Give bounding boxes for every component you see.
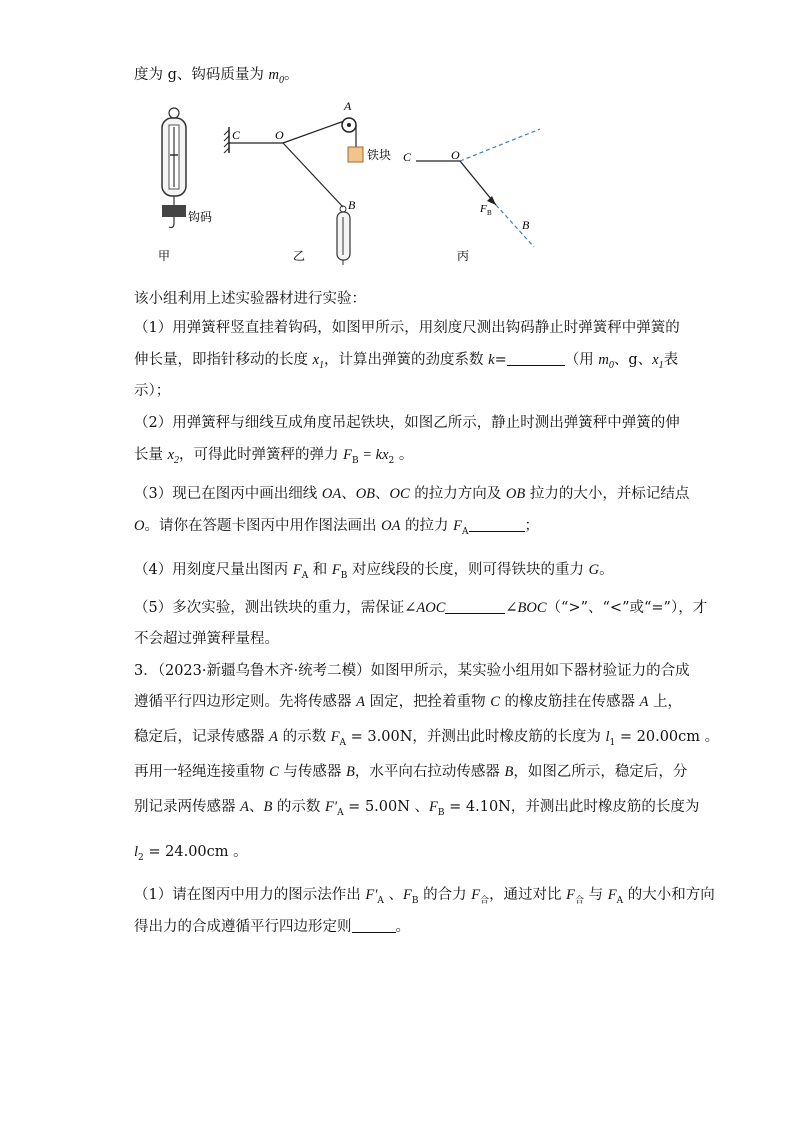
text: 。	[599, 562, 614, 578]
fa-prime-value: = 5.00N	[343, 799, 410, 815]
q3-line5	[134, 797, 699, 823]
text: 的橡皮筋挂在传感器	[499, 694, 640, 710]
fa-sub: A	[301, 570, 309, 581]
sensor-a: A	[356, 694, 365, 710]
text: ∠	[505, 600, 518, 616]
q3-line2	[134, 692, 682, 712]
caption-jia: 甲	[158, 249, 171, 263]
angle-aoc: AOC	[416, 600, 446, 616]
l1-sub: 1	[609, 737, 616, 748]
q2-p2-line1: （2）用弹簧秤与细线互成角度吊起铁块，如图乙所示，静止时测出弹簧秤中弹簧的伸	[134, 415, 680, 431]
q2-p1-line1: （1）用弹簧秤竖直挂着钩码，如图甲所示，用刻度尺测出钩码静止时弹簧秤中弹簧的	[134, 320, 680, 336]
text: ，并测出此时橡皮筋的长度为	[510, 799, 700, 815]
fa-symbol: F	[292, 562, 302, 578]
label-o-bing: O	[451, 148, 460, 162]
line-oa-yi	[283, 120, 347, 143]
text: 。请你在答题卡图丙中用作图法画出	[144, 518, 382, 534]
fa-value: = 3.00N	[346, 729, 413, 745]
x1-sub: 1	[319, 359, 325, 371]
text: 和	[308, 562, 332, 578]
text: 得出力的合成遵循平行四边形定则	[134, 919, 352, 935]
m0-sub: 0	[608, 359, 614, 371]
text: 遵循平行四边形定则。先将传感器	[134, 694, 357, 710]
o-point: O	[134, 518, 145, 534]
text: 的拉力	[400, 518, 454, 534]
sensor-a: A	[240, 799, 249, 815]
fb-value: = 4.10N	[444, 799, 511, 815]
fb-sub: B	[352, 455, 359, 466]
answer-blank-angle[interactable]	[445, 599, 505, 614]
answer-blank-q3[interactable]	[352, 918, 396, 933]
text: （用	[564, 352, 599, 368]
kx-sub: 2	[388, 455, 395, 466]
text: 、	[248, 799, 264, 815]
text: 长量	[134, 447, 168, 463]
l1-value: = 20.00cm	[615, 729, 701, 745]
text: 伸长量，即指针移动的长度	[134, 352, 313, 368]
fa-prime-symbol: F′	[365, 887, 378, 903]
text: 固定，把拴着重物	[364, 694, 491, 710]
caption-bing: 丙	[457, 249, 470, 263]
sensor-b: B	[346, 764, 355, 780]
f-resultant-sub: 合	[480, 895, 490, 906]
text: 表	[663, 352, 679, 368]
weight-c: C	[269, 764, 279, 780]
q2-p3-line1	[134, 484, 689, 504]
f-resultant-symbol: F	[471, 887, 481, 903]
text: ，水平向右拉动传感器	[354, 764, 505, 780]
experiment-figure	[150, 95, 550, 275]
ob: OB	[505, 486, 526, 502]
text: 的示数	[272, 799, 326, 815]
fb-symbol: F	[343, 447, 353, 463]
intro-text: 度为 g、钩码质量为	[134, 67, 269, 83]
m0-subscript: 0	[278, 74, 284, 86]
m0-symbol: m	[268, 67, 279, 83]
fb-sub: B	[437, 807, 445, 818]
fa-prime-sub: A	[377, 895, 384, 906]
x2-symbol: x	[167, 447, 175, 463]
label-b-bing: B	[522, 218, 530, 232]
text: ，计算出弹簧的劲度系数	[324, 352, 489, 368]
l2-symbol: l	[134, 844, 139, 860]
intro-line	[134, 65, 298, 91]
q2-p5-line2: 不会超过弹簧秤量程。	[134, 631, 279, 647]
oa: OA	[381, 518, 401, 534]
label-c-bing: C	[403, 150, 412, 164]
text: 。	[228, 844, 248, 860]
label-f-sub-bing: B	[487, 209, 492, 217]
text: （4）用刻度尺量出图丙	[134, 562, 293, 578]
angle-boc: BOC	[517, 600, 547, 616]
fa-sub: A	[462, 526, 469, 537]
text: 、	[409, 799, 430, 815]
text: ，通过对比	[489, 887, 567, 903]
weight-c: C	[490, 694, 500, 710]
text: 。	[394, 447, 414, 463]
text: 、	[375, 486, 390, 502]
text: ，如图乙所示，稳定后，分	[513, 764, 688, 780]
iron-block	[348, 147, 363, 162]
text: ，可得此时弹簧秤的弹力	[179, 447, 344, 463]
text: 、g、	[613, 352, 653, 368]
label-a-yi: A	[344, 99, 352, 113]
x1-symbol: x	[652, 352, 659, 368]
text: 别记录两传感器	[134, 799, 241, 815]
m0-symbol: m	[598, 352, 609, 368]
l2-value: = 24.00cm	[143, 844, 229, 860]
text: 。	[700, 729, 720, 745]
q2-p5-line1	[134, 598, 707, 618]
text: 拉力的大小，并标记结点	[525, 486, 690, 502]
line-ob-yi	[283, 143, 343, 207]
hook-label: 钩码	[188, 210, 213, 224]
fb-symbol: F	[331, 562, 341, 578]
label-b-yi: B	[348, 198, 356, 212]
answer-blank-fa[interactable]	[469, 517, 525, 532]
oa: OA	[321, 486, 342, 502]
spring-scale-yi	[337, 206, 350, 265]
q3-line6	[134, 842, 248, 868]
text: ，并测出此时橡皮筋的长度为	[412, 729, 606, 745]
text: 上，	[648, 694, 683, 710]
answer-blank-k[interactable]	[507, 351, 565, 366]
label-f-bing: F	[480, 203, 487, 215]
label-o-yi: O	[275, 128, 284, 142]
label-c-yi: C	[232, 128, 241, 142]
fa-symbol: F	[330, 729, 340, 745]
sensor-a: A	[639, 694, 649, 710]
q3-p1-line1	[134, 885, 715, 911]
text: 的大小和方向	[623, 887, 715, 903]
ob: OB	[355, 486, 376, 502]
spring-scale-jia	[162, 108, 186, 228]
q2-lead: 该小组利用上述实验器材进行实验：	[134, 291, 366, 307]
text: 。	[395, 919, 410, 935]
q2-p1-line3: 示）；	[134, 383, 171, 399]
l2-sub: 2	[138, 852, 144, 863]
fb-sub: B	[340, 570, 348, 581]
q2-p1-line2	[134, 350, 678, 376]
iron-block-label: 铁块	[367, 148, 392, 162]
q2-p2-line2	[134, 445, 413, 471]
fb-symbol: F	[402, 887, 412, 903]
text: 的合力	[418, 887, 472, 903]
fa-symbol: F	[607, 887, 617, 903]
line-oa-bing-dashed	[460, 129, 540, 161]
text: （5）多次实验，测出铁块的重力，需保证∠	[134, 600, 417, 616]
text: 的示数	[277, 729, 331, 745]
q3-line1: 3．（2023·新疆乌鲁木齐·统考二模）如图甲所示，某实验小组用如下器材验证力的合成	[134, 663, 690, 679]
text: 、	[383, 887, 403, 903]
l1-symbol: l	[605, 729, 610, 745]
arrow-head	[487, 196, 496, 205]
fa-symbol: F	[453, 518, 463, 534]
text: （“>”、“<”或“=”），才	[546, 600, 708, 616]
f-resultant-symbol: F	[566, 887, 576, 903]
kx-expression: = kx	[358, 447, 389, 463]
wall-yi	[224, 127, 229, 153]
text: （3）现已在图丙中画出细线	[134, 486, 322, 502]
q3-line4	[134, 762, 687, 782]
caption-yi: 乙	[293, 249, 306, 263]
text: 与传感器	[278, 764, 346, 780]
g-symbol: G	[588, 562, 600, 578]
text: =	[494, 352, 507, 368]
q3-line3	[134, 727, 719, 753]
x2-sub: 2	[174, 454, 180, 466]
q2-p3-line2	[134, 516, 539, 542]
fb-symbol: F	[429, 799, 438, 815]
k-symbol: k	[488, 352, 495, 368]
fa-sub: A	[339, 737, 347, 748]
text: 稳定后，记录传感器	[134, 729, 270, 745]
x1-symbol: x	[312, 352, 320, 368]
oc: OC	[389, 486, 410, 502]
sensor-a: A	[269, 729, 278, 745]
x1-sub: 1	[658, 359, 664, 371]
fa-sub: A	[616, 895, 624, 906]
text: 对应线段的长度，则可得铁块的重力	[347, 562, 589, 578]
fa-prime-symbol: F′	[325, 799, 338, 815]
intro-end: 。	[283, 67, 299, 83]
fb-sub: B	[411, 895, 419, 906]
text: 与	[584, 887, 608, 903]
text: 的拉力方向及	[409, 486, 506, 502]
q3-p1-line2	[134, 917, 410, 937]
text: 再用一轻绳连接重物	[134, 764, 270, 780]
q2-p4-line	[134, 560, 614, 586]
sensor-b: B	[263, 799, 273, 815]
text: 、	[341, 486, 356, 502]
text: ；	[524, 518, 540, 534]
f-resultant-sub: 合	[575, 895, 585, 906]
text: （1）请在图丙中用力的图示法作出	[134, 887, 366, 903]
fa-prime-sub: A	[337, 807, 344, 818]
sensor-b: B	[504, 764, 514, 780]
